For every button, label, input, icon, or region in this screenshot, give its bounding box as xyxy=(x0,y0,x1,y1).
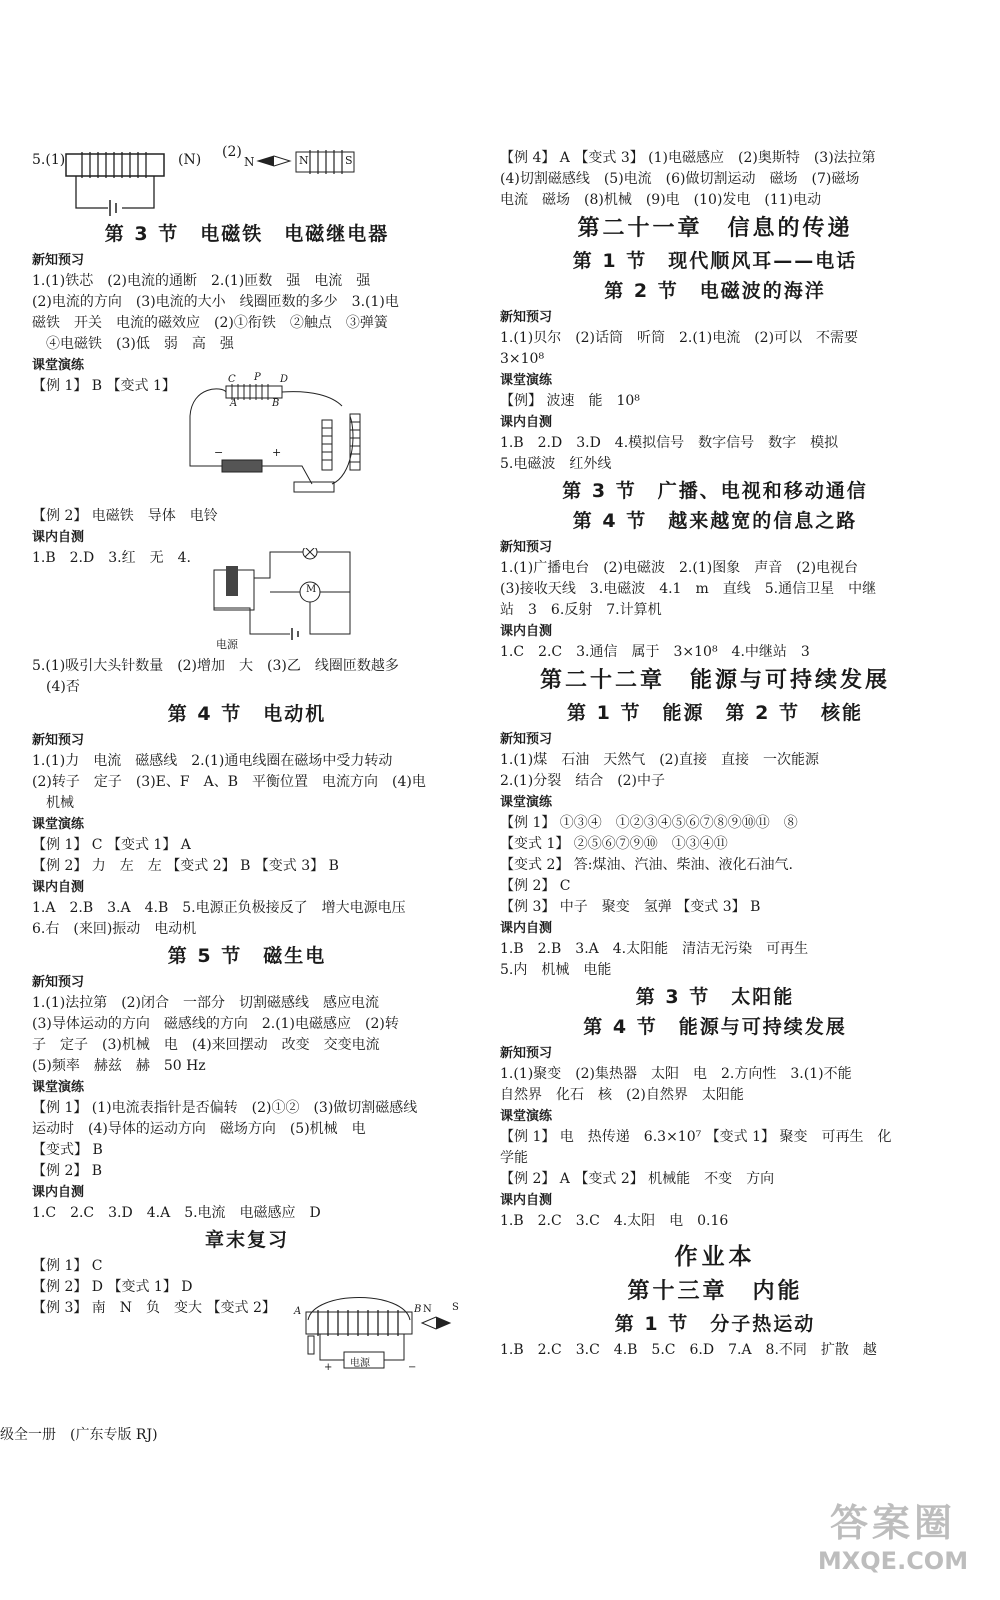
ch22-ex2-line: 【例 2】 A 【变式 2】 机械能 不变 方向 xyxy=(500,1171,775,1187)
sec5-ex-line: 【例 1】 (1)电流表指针是否偏转 (2)①② (3)做切割磁感线 xyxy=(32,1100,418,1116)
review-solenoid-figure xyxy=(294,1290,454,1374)
label-kenei: 课内自测 xyxy=(32,1185,85,1200)
sec3-kn1: 1.B 2.D 3.红 无 4. xyxy=(32,550,191,566)
sec4-xz-line: (2)转子 定子 (3)E、F A、B 平衡位置 电流方向 (4)电 xyxy=(32,774,426,790)
ch22-ex2-line: 学能 xyxy=(500,1150,528,1166)
review-ex3-row xyxy=(32,1298,462,1382)
section-4-title: 第 4 节 电动机 xyxy=(167,703,327,725)
label-xinzhi: 新知预习 xyxy=(32,733,85,748)
ch22-ex-line: 【变式 1】 ②⑤⑥⑦⑨⑩ ①③④⑪ xyxy=(500,836,728,852)
chapter-22-title: 第二十二章 能源与可持续发展 xyxy=(539,668,890,693)
sec4-kn-line: 1.A 2.B 3.A 4.B 5.电源正负极接反了 增大电源电压 xyxy=(32,900,406,916)
label-ketang: 课堂演练 xyxy=(32,358,85,373)
sec3-xz-line: (2)电流的方向 (3)电流的大小 线圈匝数的多少 3.(1)电 xyxy=(32,294,399,310)
coil-box-s: S xyxy=(345,154,353,167)
ch21-ex: 【例】 波速 能 10⁸ xyxy=(500,393,640,409)
watermark-line2: MXQE.COM xyxy=(817,1547,969,1575)
left-column xyxy=(32,144,462,1382)
ch22-kn2: 1.B 2.C 3.C 4.太阳 电 0.16 xyxy=(500,1213,729,1229)
ch13-answer-line: 1.B 2.C 3.C 4.B 5.C 6.D 7.A 8.不同 扩散 越 xyxy=(500,1342,877,1358)
q5-mid: (2) xyxy=(222,144,242,160)
right-column xyxy=(500,148,930,1361)
label-xinzhi: 新知预习 xyxy=(500,540,553,555)
ch22-ex-line: 【例 2】 C xyxy=(500,878,571,894)
sec5-xz-line: 1.(1)法拉第 (2)闭合 一部分 切割磁感线 感应电流 xyxy=(32,995,380,1011)
relay-power-label: 电源 xyxy=(216,638,238,651)
label-ketang: 课堂演练 xyxy=(500,373,553,388)
coil-box-n: N xyxy=(299,154,309,167)
sec3-kn5-line: (4)否 xyxy=(46,679,80,695)
watermark-logo xyxy=(808,1500,978,1590)
label-kenei: 课内自测 xyxy=(500,1193,553,1208)
ch22-xz-line: 2.(1)分裂 结合 (2)中子 xyxy=(500,773,666,789)
ch22-section-4-title: 第 4 节 能源与可持续发展 xyxy=(583,1016,847,1038)
fig-label-d: D xyxy=(280,374,289,385)
label-kenei: 课内自测 xyxy=(500,415,553,430)
page-footer: 级全一册 (广东专版 RJ) xyxy=(0,1427,158,1443)
review-fig-minus: − xyxy=(408,1362,417,1373)
ch21-section-2-title: 第 2 节 电磁波的海洋 xyxy=(604,280,826,302)
sec3-example1: 【例 1】 B 【变式 1】 xyxy=(32,378,176,394)
ch22-ex2-line: 【例 1】 电 热传递 6.3×10⁷ 【变式 1】 聚变 可再生 化 xyxy=(500,1129,892,1145)
ch21-kn-line: 1.B 2.D 3.D 4.模拟信号 数字信号 数字 模拟 xyxy=(500,435,839,451)
top-line: (4)切割磁感线 (5)电流 (6)做切割运动 磁场 (7)磁场 xyxy=(500,171,860,187)
fig-label-plus: + xyxy=(272,446,282,459)
label-kenei: 课内自测 xyxy=(500,624,553,639)
ch21-xz2-line: (3)接收天线 3.电磁波 4.1 m 直线 5.通信卫星 中继 xyxy=(500,581,877,597)
sec5-xz-line: (3)导体运动的方向 磁感线的方向 2.(1)电磁感应 (2)转 xyxy=(32,1016,399,1032)
sec5-kn-line: 1.C 2.C 3.D 4.A 5.电流 电磁感应 D xyxy=(32,1205,321,1221)
relay-circuit-figure xyxy=(210,548,360,648)
sec5-ex-line: 【变式】 B xyxy=(32,1142,103,1158)
sec5-xz-line: 子 定子 (3)机械 电 (4)来回摆动 改变 交变电流 xyxy=(32,1037,380,1053)
electromagnet-circuit-figure xyxy=(182,376,382,504)
sec5-ex-line: 【例 2】 B xyxy=(32,1163,103,1179)
label-xinzhi: 新知预习 xyxy=(500,1046,553,1061)
fig-label-p: P xyxy=(254,372,261,383)
sec3-kn5-line: 5.(1)吸引大头针数量 (2)增加 大 (3)乙 线圈匝数越多 xyxy=(32,658,399,674)
ch22-ex-line: 【变式 2】 答:煤油、汽油、柴油、液化石油气. xyxy=(500,857,793,873)
sec4-ex-line: 【例 1】 C 【变式 1】 A xyxy=(32,837,191,853)
ch21-section-3-title: 第 3 节 广播、电视和移动通信 xyxy=(562,480,868,502)
ch21-xz2-line: 站 3 6.反射 7.计算机 xyxy=(500,602,662,618)
label-kenei: 课内自测 xyxy=(500,921,553,936)
review-fig-s: S xyxy=(452,1302,459,1313)
sec3-kn-row xyxy=(32,548,462,656)
chapter-13-title: 第十三章 内能 xyxy=(627,1279,803,1304)
sec3-xz-line: ④电磁铁 (3)低 弱 高 强 xyxy=(46,336,234,352)
fig-label-b: B xyxy=(272,398,280,409)
review-ex-line: 【例 3】 南 N 负 变大 【变式 2】 xyxy=(32,1300,276,1316)
ch21-xz2-line: 1.(1)广播电台 (2)电磁波 2.(1)图象 声音 (2)电视台 xyxy=(500,560,859,576)
ch21-xz-line: 1.(1)贝尔 (2)话筒 听筒 2.(1)电流 (2)可以 不需要 xyxy=(500,330,859,346)
review-fig-plus: + xyxy=(324,1362,333,1373)
sec3-example1-row xyxy=(32,372,462,506)
ch22-section-12-title: 第 1 节 能源 第 2 节 核能 xyxy=(567,702,863,724)
compass-needle-icon xyxy=(256,154,292,168)
label-kenei: 课内自测 xyxy=(32,530,85,545)
sec5-xz-line: (5)频率 赫兹 赫 50 Hz xyxy=(32,1058,206,1074)
review-fig-power: 电源 xyxy=(350,1358,370,1369)
label-xinzhi: 新知预习 xyxy=(32,253,85,268)
ch22-xz2-line: 自然界 化石 核 (2)自然界 太阳能 xyxy=(500,1087,744,1103)
label-ketang: 课堂演练 xyxy=(32,1080,85,1095)
solenoid-figure xyxy=(62,148,182,216)
ch13-section-1-title: 第 1 节 分子热运动 xyxy=(614,1313,816,1335)
q5-row xyxy=(32,144,462,218)
label-ketang: 课堂演练 xyxy=(500,1109,553,1124)
review-fig-n: N xyxy=(423,1304,432,1315)
section-5-title: 第 5 节 磁生电 xyxy=(167,945,327,967)
label-kenei: 课内自测 xyxy=(32,880,85,895)
ch22-ex-line: 【例 3】 中子 聚变 氢弹 【变式 3】 B xyxy=(500,899,761,915)
top-line: 电流 磁场 (8)机械 (9)电 (10)发电 (11)电动 xyxy=(500,192,822,208)
ch22-xz2-line: 1.(1)聚变 (2)集热器 太阳 电 2.方向性 3.(1)不能 xyxy=(500,1066,852,1082)
chapter-review-title: 章末复习 xyxy=(204,1229,289,1251)
watermark-line1: 答案圈 xyxy=(829,1501,956,1545)
fig-label-minus: − xyxy=(214,446,224,459)
sec4-ex-line: 【例 2】 力 左 左 【变式 2】 B 【变式 3】 B xyxy=(32,858,339,874)
ch21-kn-line: 5.电磁波 红外线 xyxy=(500,456,612,472)
ch21-section-1-title: 第 1 节 现代顺风耳——电话 xyxy=(572,250,858,272)
review-fig-b: B xyxy=(414,1304,422,1315)
ch22-xz-line: 1.(1)煤 石油 天然气 (2)直接 直接 一次能源 xyxy=(500,752,820,768)
section-3-title: 第 3 节 电磁铁 电磁继电器 xyxy=(104,223,390,245)
sec3-xz-line: 1.(1)铁芯 (2)电流的通断 2.(1)匝数 强 电流 强 xyxy=(32,273,371,289)
top-line: 【例 4】 A 【变式 3】 (1)电磁感应 (2)奥斯特 (3)法拉第 xyxy=(500,150,876,166)
homework-title: 作业本 xyxy=(674,1243,756,1270)
review-fig-a: A xyxy=(294,1306,302,1317)
relay-motor-m: M xyxy=(306,584,317,595)
ch21-xz-line: 3×10⁸ xyxy=(500,351,545,367)
sec4-xz-line: 1.(1)力 电流 磁感线 2.(1)通电线圈在磁场中受力转动 xyxy=(32,753,393,769)
sec4-kn-line: 6.右 (来回)振动 电动机 xyxy=(32,921,197,937)
q5-needle-n: N xyxy=(244,155,255,169)
label-xinzhi: 新知预习 xyxy=(32,975,85,990)
fig-label-a: A xyxy=(230,398,238,409)
chapter-21-title: 第二十一章 信息的传递 xyxy=(577,216,853,241)
ch22-kn-line: 1.B 2.B 3.A 4.太阳能 清洁无污染 可再生 xyxy=(500,941,809,957)
label-xinzhi: 新知预习 xyxy=(500,732,553,747)
label-ketang: 课堂演练 xyxy=(32,817,85,832)
fig-label-c: C xyxy=(228,374,236,385)
sec3-example2: 【例 2】 电磁铁 导体 电铃 xyxy=(32,508,218,524)
review-ex-line: 【例 1】 C xyxy=(32,1258,103,1274)
ch22-kn-line: 5.内 机械 电能 xyxy=(500,962,612,978)
q5-prefix: 5.(1) xyxy=(32,152,66,168)
ch21-section-4-title: 第 4 节 越来越宽的信息之路 xyxy=(572,510,858,532)
label-ketang: 课堂演练 xyxy=(500,795,553,810)
sec4-xz-line: 机械 xyxy=(46,795,74,811)
ch22-ex-line: 【例 1】 ①③④ ①②③④⑤⑥⑦⑧⑨⑩⑪ ⑧ xyxy=(500,815,798,831)
q5-n-label: (N) xyxy=(178,152,202,168)
label-xinzhi: 新知预习 xyxy=(500,310,553,325)
sec5-ex-line: 运动时 (4)导体的运动方向 磁场方向 (5)机械 电 xyxy=(32,1121,366,1137)
ch22-section-3-title: 第 3 节 太阳能 xyxy=(635,986,795,1008)
sec3-xz-line: 磁铁 开关 电流的磁效应 (2)①衔铁 ②触点 ③弹簧 xyxy=(32,315,388,331)
review-ex-line: 【例 2】 D 【变式 1】 D xyxy=(32,1279,193,1295)
ch21-kn2: 1.C 2.C 3.通信 属于 3×10⁸ 4.中继站 3 xyxy=(500,644,810,660)
